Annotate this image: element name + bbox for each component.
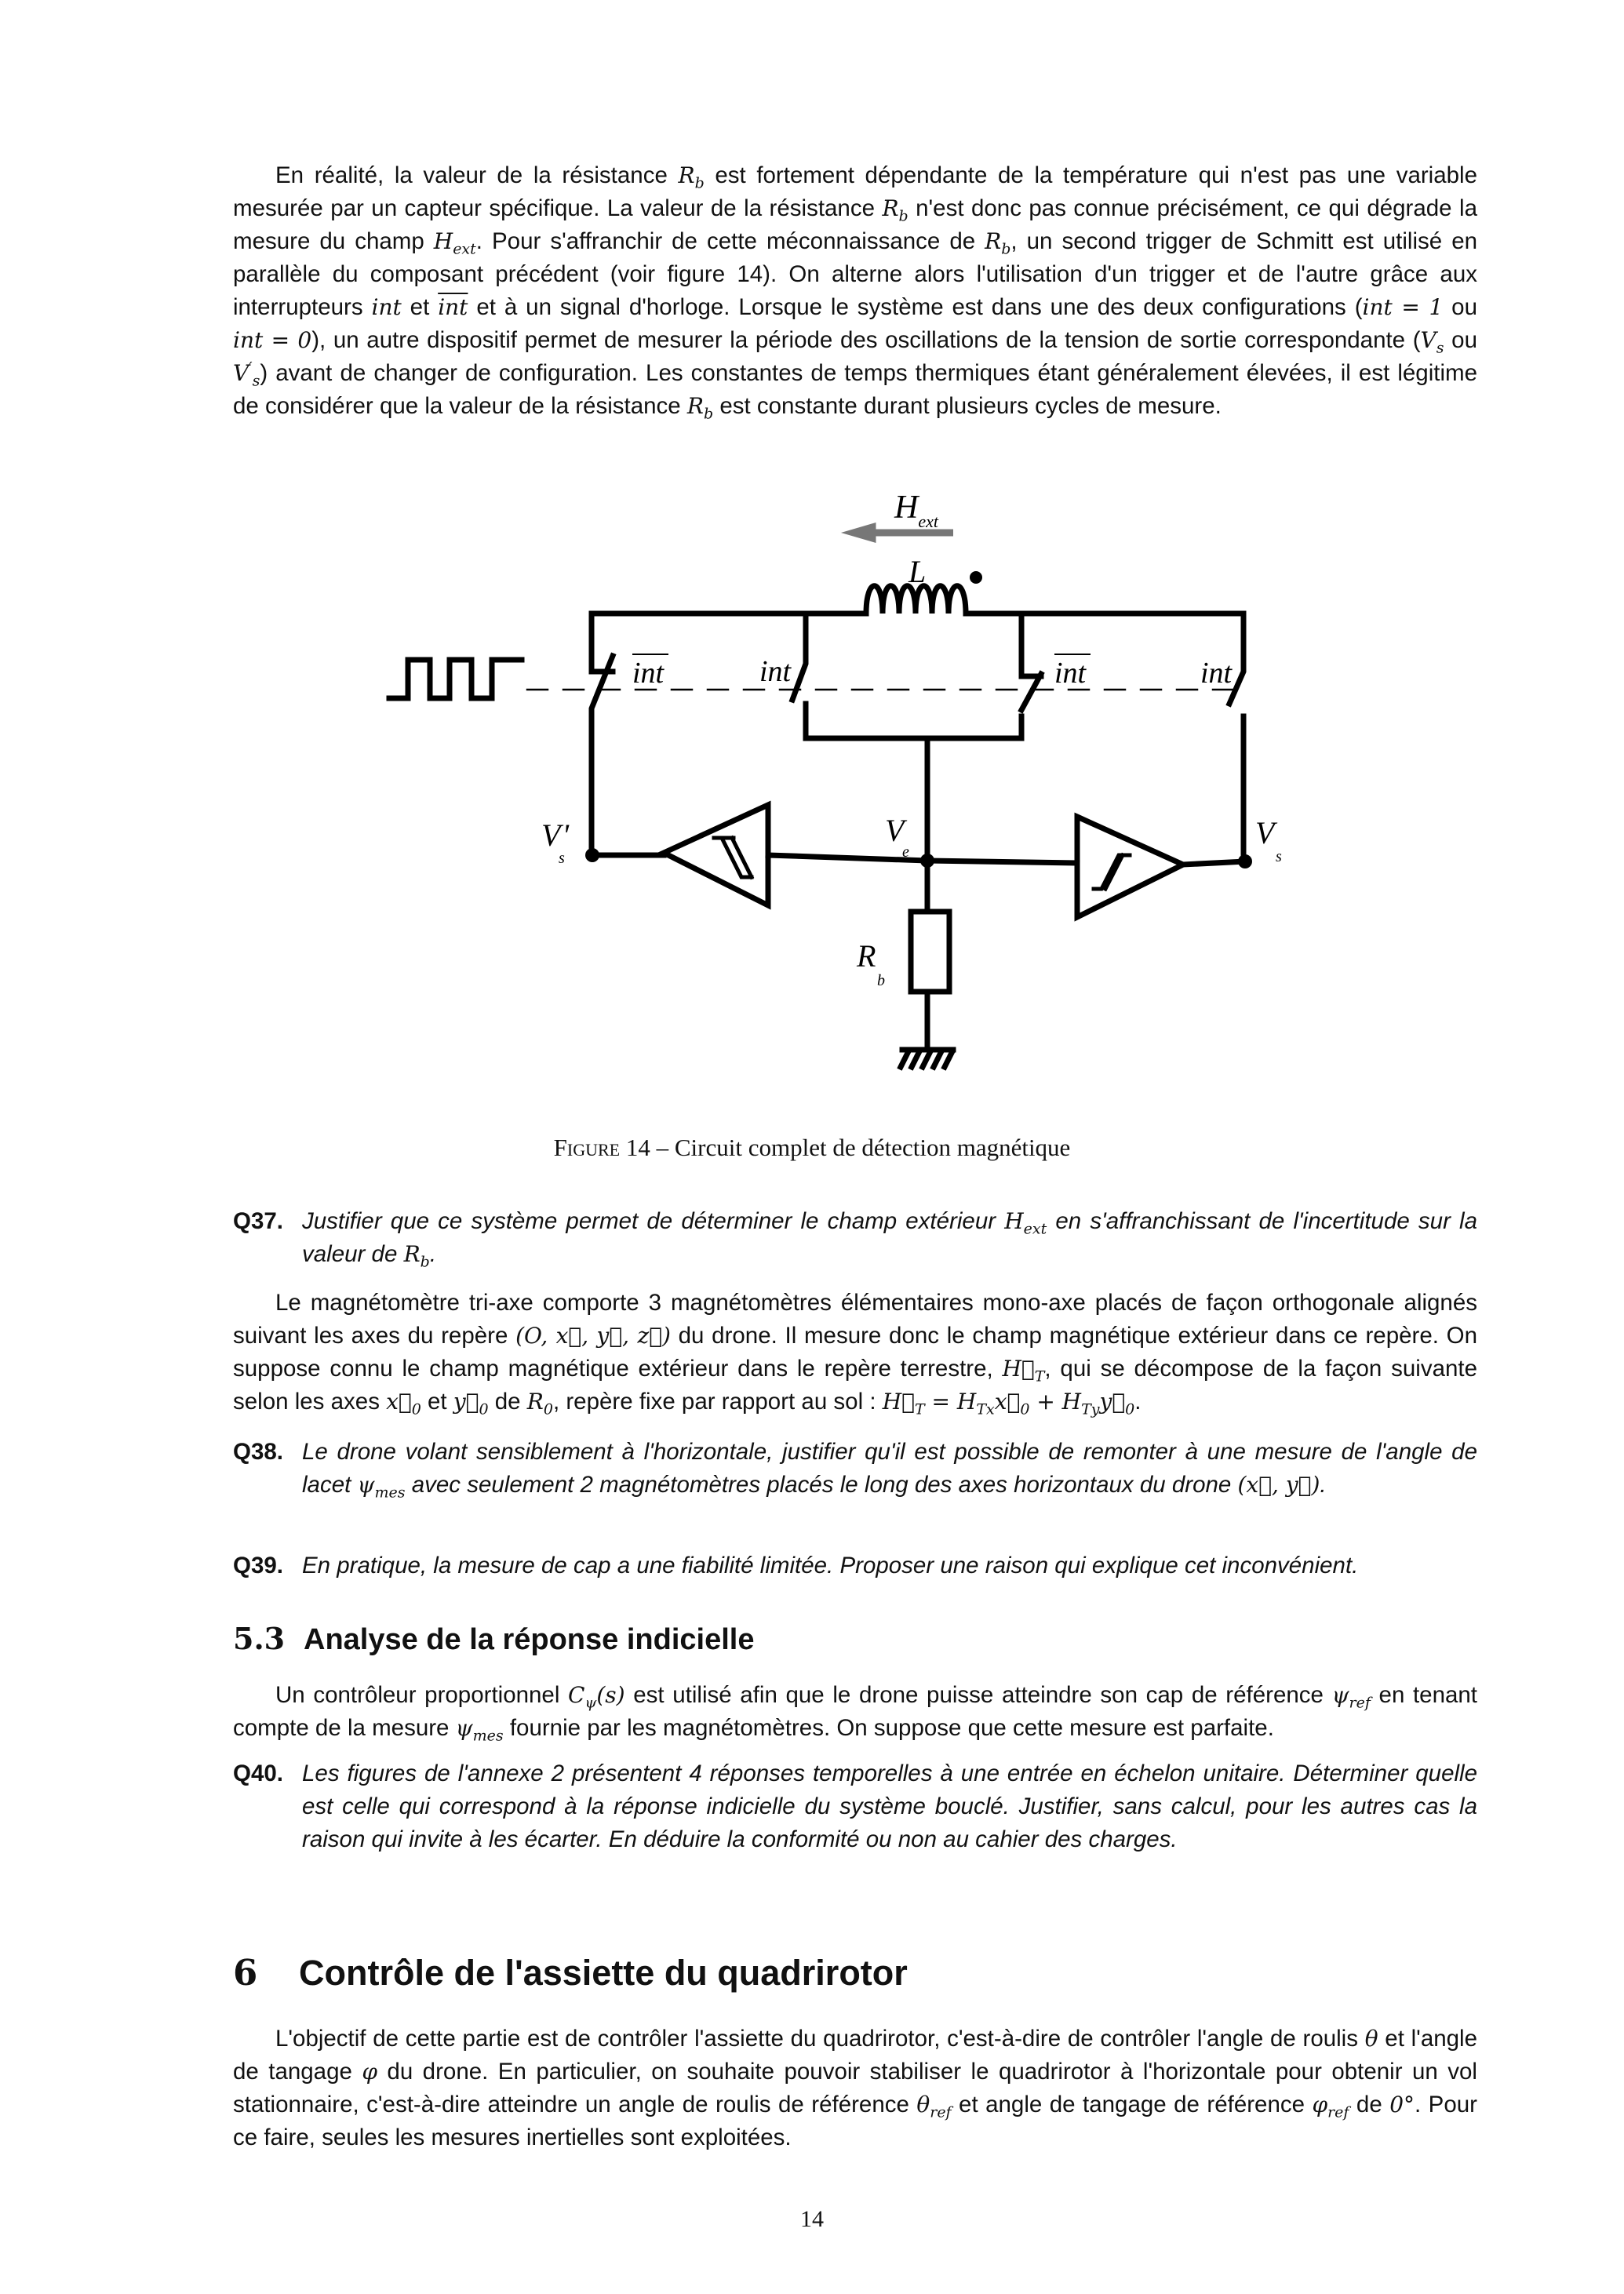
math-symbol: $V_s$ (1420, 327, 1444, 357)
paragraph-magnetometer: Le magnétomètre tri-axe comporte 3 magnétomètres élémentaires mono-axe placés de façon orthogonale alignés suivant les axes du repère (O, x⃗, y⃗, z⃗) du drone. Il mesure donc le champ magnétique extérieur dans ce repère. On suppose connu le champ magnétique extérieur dans le repère terrestre, $H⃗_T$, qui se décompose de la façon suivante selon les axes $x⃗_0$ et $y⃗_0$ de $R_0$, repère fixe par rapport au sol : $H⃗_T$ = $H_{Tx}x⃗_0$ + $H_{Ty}y⃗_0$. (233, 1290, 1477, 1418)
math-symbol: $R_b$ (678, 162, 705, 192)
math-symbol: $\psi_{ref}$ (1331, 1682, 1371, 1712)
math-symbol: $\psi_{mes}$ (455, 1715, 504, 1745)
switch-inner-left (792, 614, 1021, 738)
caption-text: – Circuit complet de détection magnétique (650, 1134, 1071, 1161)
math-symbol: $R_b$ (403, 1241, 430, 1271)
question-q37 (233, 1205, 1477, 1271)
math-symbol: (x⃗, y⃗) (1237, 1472, 1320, 1498)
switch-inner-right (1021, 614, 1041, 710)
caption-prefix: Figure 14 (553, 1134, 650, 1161)
math-symbol: $y⃗_0$ (453, 1389, 489, 1418)
schmitt-trigger-right (1077, 817, 1183, 917)
question-label: Q39. (233, 1553, 283, 1578)
section-number: 6 (233, 1952, 258, 1994)
question-label: Q38. (233, 1439, 283, 1465)
question-q39 (233, 1549, 1477, 1582)
rb-label: Rb (857, 938, 885, 989)
inductor-coil (866, 586, 966, 614)
h-ext-label: $H_{ext}$ (894, 490, 938, 531)
question-text: Les figures de l'annexe 2 présentent 4 réponses temporelles à une entrée en échelon unitaire. Déterminer quelle est celle qui correspond à la réponse indicielle du système bouclé. Justifier, sans calcul, pour les autres cas la raison qui invite à les écarter. En déduire la conformité ou non au cahier des charges. (302, 1761, 1477, 1852)
paragraph-schmitt-trigger: En réalité, la valeur de la résistance $R_b$ est fortement dépendante de la température qui n'est pas une variable mesurée par un capteur spécifique. La valeur de la résistance $R_b$ n'est donc pas connue précisément, ce qui dégrade la mesure du champ $H_{ext}$. Pour s'affranchir de cette méconnaissance de $R_b$, un second trigger de Schmitt est utilisé en parallèle du composant précédent (voir figure 14). On alterne alors l'utilisation d'un trigger et de l'autre grâce aux interrupteurs int et $\overline{int}$ et à un signal d'horloge. Lorsque le système est dans une des deux configurations (int = 1 ou int = 0), un autre dispositif permet de mesurer la période des oscillations de la tension de sortie correspondante ($V_s$ ou $V'_s$) avant de changer de configuration. Les constantes de temps thermiques étant généralement élevées, il est légitime de considérer que la valeur de la résistance $R_b$ est constante durant plusieurs cycles de mesure. (233, 162, 1478, 423)
math-symbol: $H⃗_T$ (882, 1389, 925, 1418)
math-symbol: $R_b$ (985, 228, 1011, 258)
math-symbol: int = 1 (1362, 294, 1444, 320)
math-symbol: $R_0$ (526, 1389, 553, 1418)
math-symbol: $H_{ext}$ (433, 228, 476, 258)
math-symbol: (s) (596, 1682, 625, 1708)
math-symbol: $y⃗_0$ (1099, 1389, 1135, 1418)
math-symbol: $H⃗_T$ (1002, 1356, 1045, 1386)
math-symbol: = $H_{Tx}$ (924, 1389, 995, 1418)
math-symbol: θ (1364, 2026, 1378, 2052)
section-heading-6 (233, 1952, 908, 1994)
math-symbol: $x⃗_0$ (386, 1389, 421, 1418)
clock-signal-icon (389, 660, 522, 698)
hysteresis-icon-right (1094, 855, 1130, 889)
section-title: Contrôle de l'assiette du quadrirotor (299, 1953, 908, 1993)
inductor-polarity-dot (970, 571, 982, 584)
math-symbol: $\psi_{mes}$ (357, 1472, 406, 1502)
resistor-rb (911, 912, 949, 992)
switch-right-outer (1229, 614, 1243, 861)
inductor-label: L (908, 554, 927, 589)
figure-14-circuit (0, 0, 1624, 1114)
math-symbol: 0° (1389, 2092, 1415, 2117)
node-vs-prime (585, 848, 599, 862)
schmitt-trigger-left (664, 805, 768, 905)
paragraph-attitude: L'objectif de cette partie est de contrôler l'assiette du quadrirotor, c'est-à-dire de contrôler l'angle de roulis θ et l'angle de tangage φ du drone. En particulier, on souhaite pouvoir stabiliser le quadrirotor à l'horizontale pour obtenir un vol stationnaire, c'est-à-dire atteindre un angle de roulis de référence $\theta_{ref}$ et angle de tangage de référence $\varphi_{ref}$ de 0°. Pour ce faire, seules les mesures inertielles sont exploitées. (233, 2026, 1477, 2150)
question-q40 (233, 1757, 1477, 1856)
vs-prime-label: V' s (541, 817, 569, 867)
switch-label-inner-right: int (1054, 657, 1087, 690)
question-text: En pratique, la mesure de cap a une fiabilité limitée. Proposer une raison qui explique cet inconvénient. (302, 1553, 1359, 1578)
math-symbol: + $H_{Ty}$ (1029, 1389, 1100, 1418)
math-symbol: $H_{ext}$ (1004, 1208, 1047, 1238)
question-q38 (233, 1436, 1477, 1502)
math-symbol: $R_b$ (882, 195, 908, 225)
math-symbol: $\varphi_{ref}$ (1312, 2092, 1349, 2121)
math-symbol: $V'_s$ (233, 359, 260, 390)
vs-label: Vs (1255, 815, 1282, 865)
switch-label-inner-left: int (759, 655, 792, 688)
node-ve (920, 854, 934, 868)
math-symbol: φ (362, 2059, 377, 2085)
question-label: Q37. (233, 1208, 283, 1234)
question-text: Justifier que ce système permet de déterminer le champ extérieur $H_{ext}$ en s'affranchissant de l'incertitude sur la valeur de $R_b$. (302, 1208, 1477, 1271)
ve-label: V e (885, 813, 909, 861)
math-symbol: $\overline{int}$ (438, 294, 468, 320)
paragraph-controller: Un contrôleur proportionnel $C_\psi(s)$ est utilisé afin que le drone puisse atteindre son cap de référence $\psi_{ref}$ en tenant compte de la mesure $\psi_{mes}$ fournie par les magnétomètres. On suppose que cette mesure est parfaite. (233, 1682, 1478, 1745)
math-symbol: $x⃗_0$ (994, 1389, 1030, 1418)
node-vs (1238, 854, 1252, 868)
question-text: Le drone volant sensiblement à l'horizontale, justifier qu'il est possible de remonter à une mesure de l'angle de lacet $\psi_{mes}$ avec seulement 2 magnétomètres placés le long des axes horizontaux du drone (x⃗, y⃗). (302, 1439, 1477, 1502)
math-symbol: $R_b$ (686, 393, 714, 423)
page-number: 14 (800, 2206, 824, 2232)
math-symbol: int = 0 (233, 327, 312, 353)
math-symbol: $C_\psi$ (568, 1682, 597, 1712)
section-number: 5.3 (233, 1621, 286, 1656)
math-symbol: (O, x⃗, y⃗, z⃗) (515, 1323, 671, 1349)
ground-icon (901, 1050, 953, 1067)
switch-left-outer (592, 614, 613, 855)
math-symbol: int (371, 294, 402, 320)
figure-caption (0, 1134, 1624, 1162)
section-heading-5-3 (233, 1621, 754, 1657)
question-label: Q40. (233, 1761, 283, 1786)
switch-label-right-outer: int (1200, 657, 1233, 690)
switch-label-left-outer: int (632, 657, 665, 690)
math-symbol: $\theta_{ref}$ (916, 2092, 952, 2121)
section-title: Analyse de la réponse indicielle (304, 1623, 755, 1656)
hysteresis-icon-left (714, 838, 752, 877)
